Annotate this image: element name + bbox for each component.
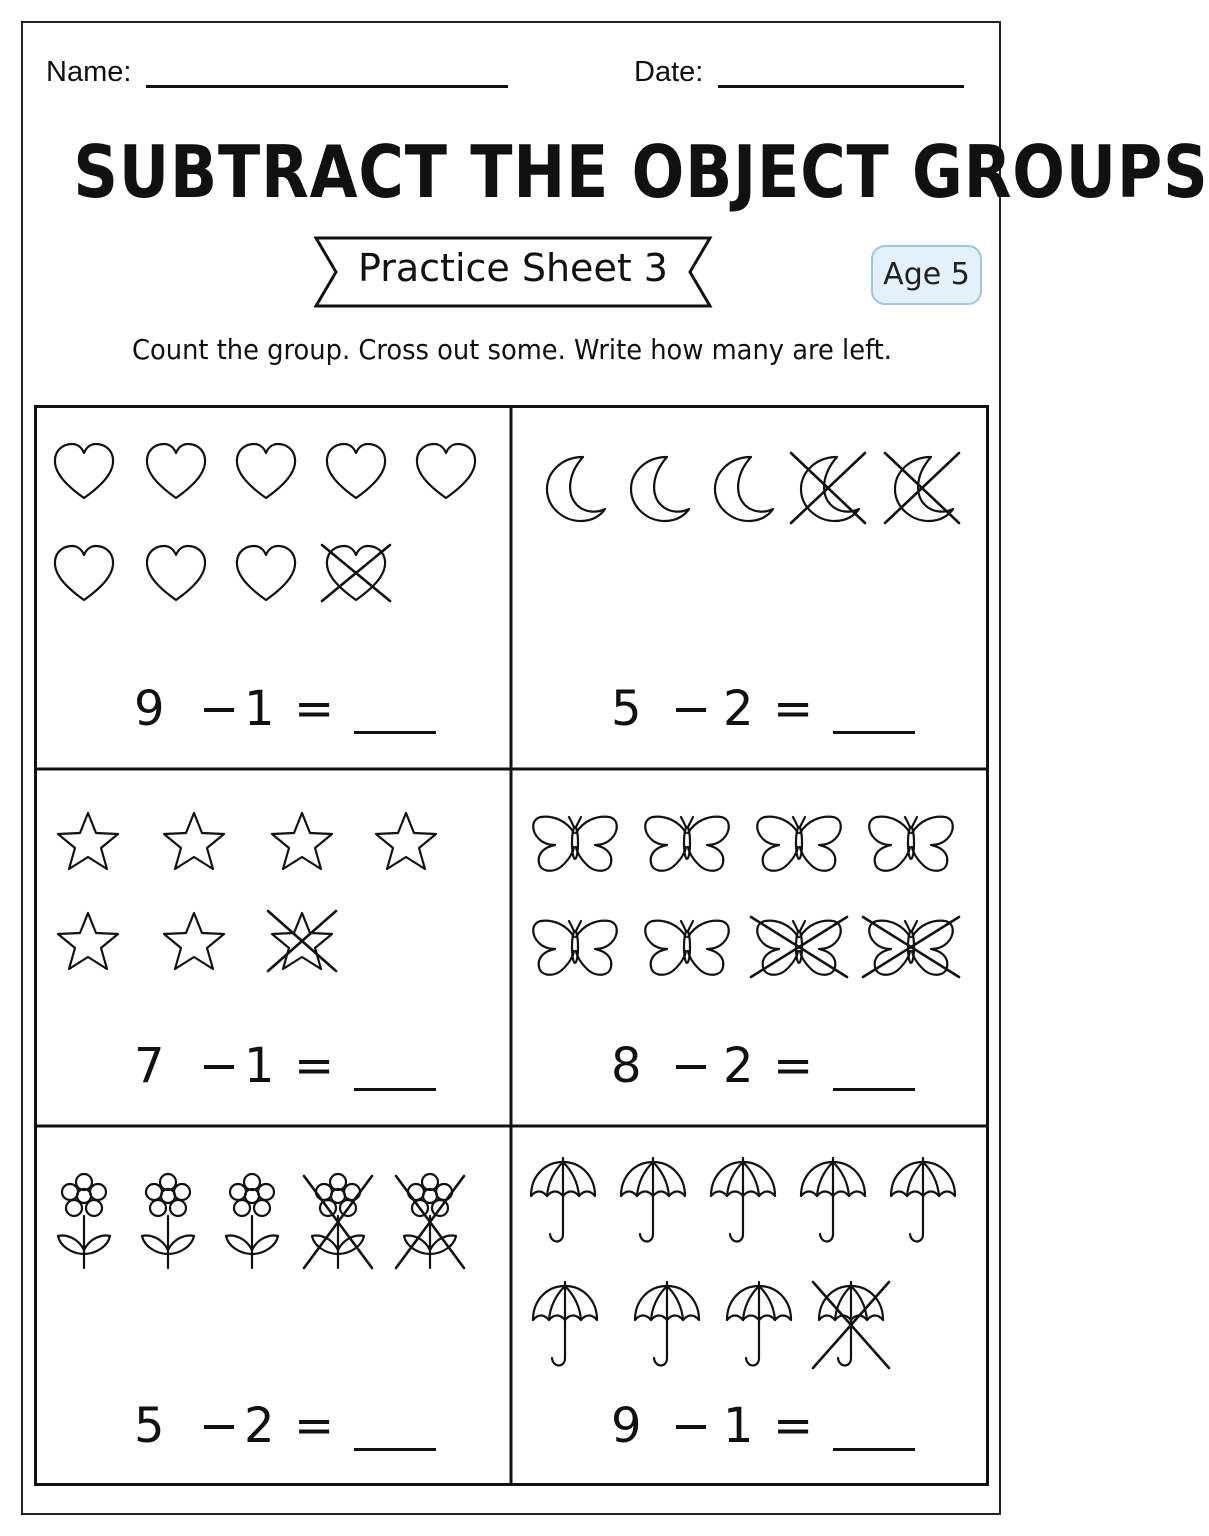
number-subtrahend: 1 bbox=[723, 1398, 754, 1454]
date-field[interactable] bbox=[718, 85, 964, 88]
number-minuend: 9 bbox=[134, 681, 165, 737]
number-subtrahend: 1 bbox=[244, 681, 275, 737]
umbrella-icon bbox=[527, 1156, 599, 1246]
umbrella-icon bbox=[631, 1280, 703, 1370]
minus-sign: − bbox=[671, 1398, 712, 1454]
number-minuend: 5 bbox=[611, 681, 642, 737]
equation bbox=[34, 679, 511, 739]
heart-icon bbox=[414, 441, 478, 501]
problem-cell bbox=[511, 769, 989, 1126]
minus-sign: − bbox=[199, 1038, 240, 1094]
butterfly-icon bbox=[529, 811, 621, 875]
star-icon bbox=[374, 809, 438, 873]
star-icon bbox=[162, 909, 226, 973]
age-badge: Age 5 bbox=[871, 245, 982, 305]
star-crossed-icon bbox=[270, 909, 334, 973]
equals-sign: = bbox=[773, 1038, 814, 1094]
answer-blank[interactable] bbox=[833, 1448, 915, 1451]
name-field[interactable] bbox=[146, 85, 508, 88]
answer-blank[interactable] bbox=[354, 1448, 436, 1451]
equals-sign: = bbox=[294, 1038, 335, 1094]
butterfly-icon bbox=[641, 915, 733, 979]
date-label: Date: bbox=[634, 56, 704, 88]
umbrella-icon bbox=[529, 1280, 601, 1370]
problem-cell bbox=[511, 405, 989, 769]
umbrella-crossed-icon bbox=[815, 1280, 887, 1370]
flower-icon bbox=[52, 1174, 116, 1270]
butterfly-icon bbox=[865, 811, 957, 875]
star-icon bbox=[56, 809, 120, 873]
answer-blank[interactable] bbox=[354, 731, 436, 734]
equals-sign: = bbox=[294, 1398, 335, 1454]
moon-icon bbox=[539, 451, 609, 525]
problem-cell bbox=[34, 1126, 511, 1486]
number-subtrahend: 2 bbox=[244, 1398, 275, 1454]
heart-icon bbox=[52, 543, 116, 603]
instructions: Count the group. Cross out some. Write how many are left. bbox=[132, 333, 892, 366]
equation bbox=[511, 1396, 989, 1456]
butterfly-crossed-icon bbox=[865, 915, 957, 979]
subtitle: Practice Sheet 3 bbox=[358, 246, 668, 290]
star-icon bbox=[270, 809, 334, 873]
butterfly-icon bbox=[753, 811, 845, 875]
equation bbox=[34, 1396, 511, 1456]
moon-icon bbox=[707, 451, 777, 525]
number-minuend: 5 bbox=[134, 1398, 165, 1454]
name-label: Name: bbox=[46, 56, 132, 88]
butterfly-icon bbox=[641, 811, 733, 875]
umbrella-icon bbox=[797, 1156, 869, 1246]
number-minuend: 8 bbox=[611, 1038, 642, 1094]
heart-crossed-icon bbox=[324, 543, 388, 603]
heart-icon bbox=[234, 543, 298, 603]
problem-cell bbox=[34, 405, 511, 769]
butterfly-icon bbox=[529, 915, 621, 979]
minus-sign: − bbox=[671, 681, 712, 737]
minus-sign: − bbox=[199, 1398, 240, 1454]
flower-icon bbox=[220, 1174, 284, 1270]
minus-sign: − bbox=[671, 1038, 712, 1094]
equals-sign: = bbox=[773, 681, 814, 737]
heart-icon bbox=[234, 441, 298, 501]
star-icon bbox=[162, 809, 226, 873]
number-minuend: 7 bbox=[134, 1038, 165, 1094]
heart-icon bbox=[324, 441, 388, 501]
problem-cell bbox=[511, 1126, 989, 1486]
problem-grid bbox=[34, 405, 989, 1486]
number-subtrahend: 2 bbox=[723, 1038, 754, 1094]
butterfly-crossed-icon bbox=[753, 915, 845, 979]
minus-sign: − bbox=[199, 681, 240, 737]
page-title: SUBTRACT THE OBJECT GROUPS bbox=[73, 130, 1209, 214]
heart-icon bbox=[144, 441, 208, 501]
equation bbox=[511, 1036, 989, 1096]
star-icon bbox=[56, 909, 120, 973]
umbrella-icon bbox=[723, 1280, 795, 1370]
problem-cell bbox=[34, 769, 511, 1126]
heart-icon bbox=[144, 543, 208, 603]
equals-sign: = bbox=[773, 1398, 814, 1454]
answer-blank[interactable] bbox=[354, 1088, 436, 1091]
flower-icon bbox=[136, 1174, 200, 1270]
flower-crossed-icon bbox=[306, 1174, 370, 1270]
equation bbox=[511, 679, 989, 739]
equation bbox=[34, 1036, 511, 1096]
moon-crossed-icon bbox=[887, 451, 957, 525]
umbrella-icon bbox=[707, 1156, 779, 1246]
moon-icon bbox=[623, 451, 693, 525]
answer-blank[interactable] bbox=[833, 1088, 915, 1091]
umbrella-icon bbox=[617, 1156, 689, 1246]
moon-crossed-icon bbox=[793, 451, 863, 525]
equals-sign: = bbox=[294, 681, 335, 737]
flower-crossed-icon bbox=[398, 1174, 462, 1270]
answer-blank[interactable] bbox=[833, 731, 915, 734]
number-subtrahend: 1 bbox=[244, 1038, 275, 1094]
umbrella-icon bbox=[887, 1156, 959, 1246]
heart-icon bbox=[52, 441, 116, 501]
number-subtrahend: 2 bbox=[723, 681, 754, 737]
number-minuend: 9 bbox=[611, 1398, 642, 1454]
